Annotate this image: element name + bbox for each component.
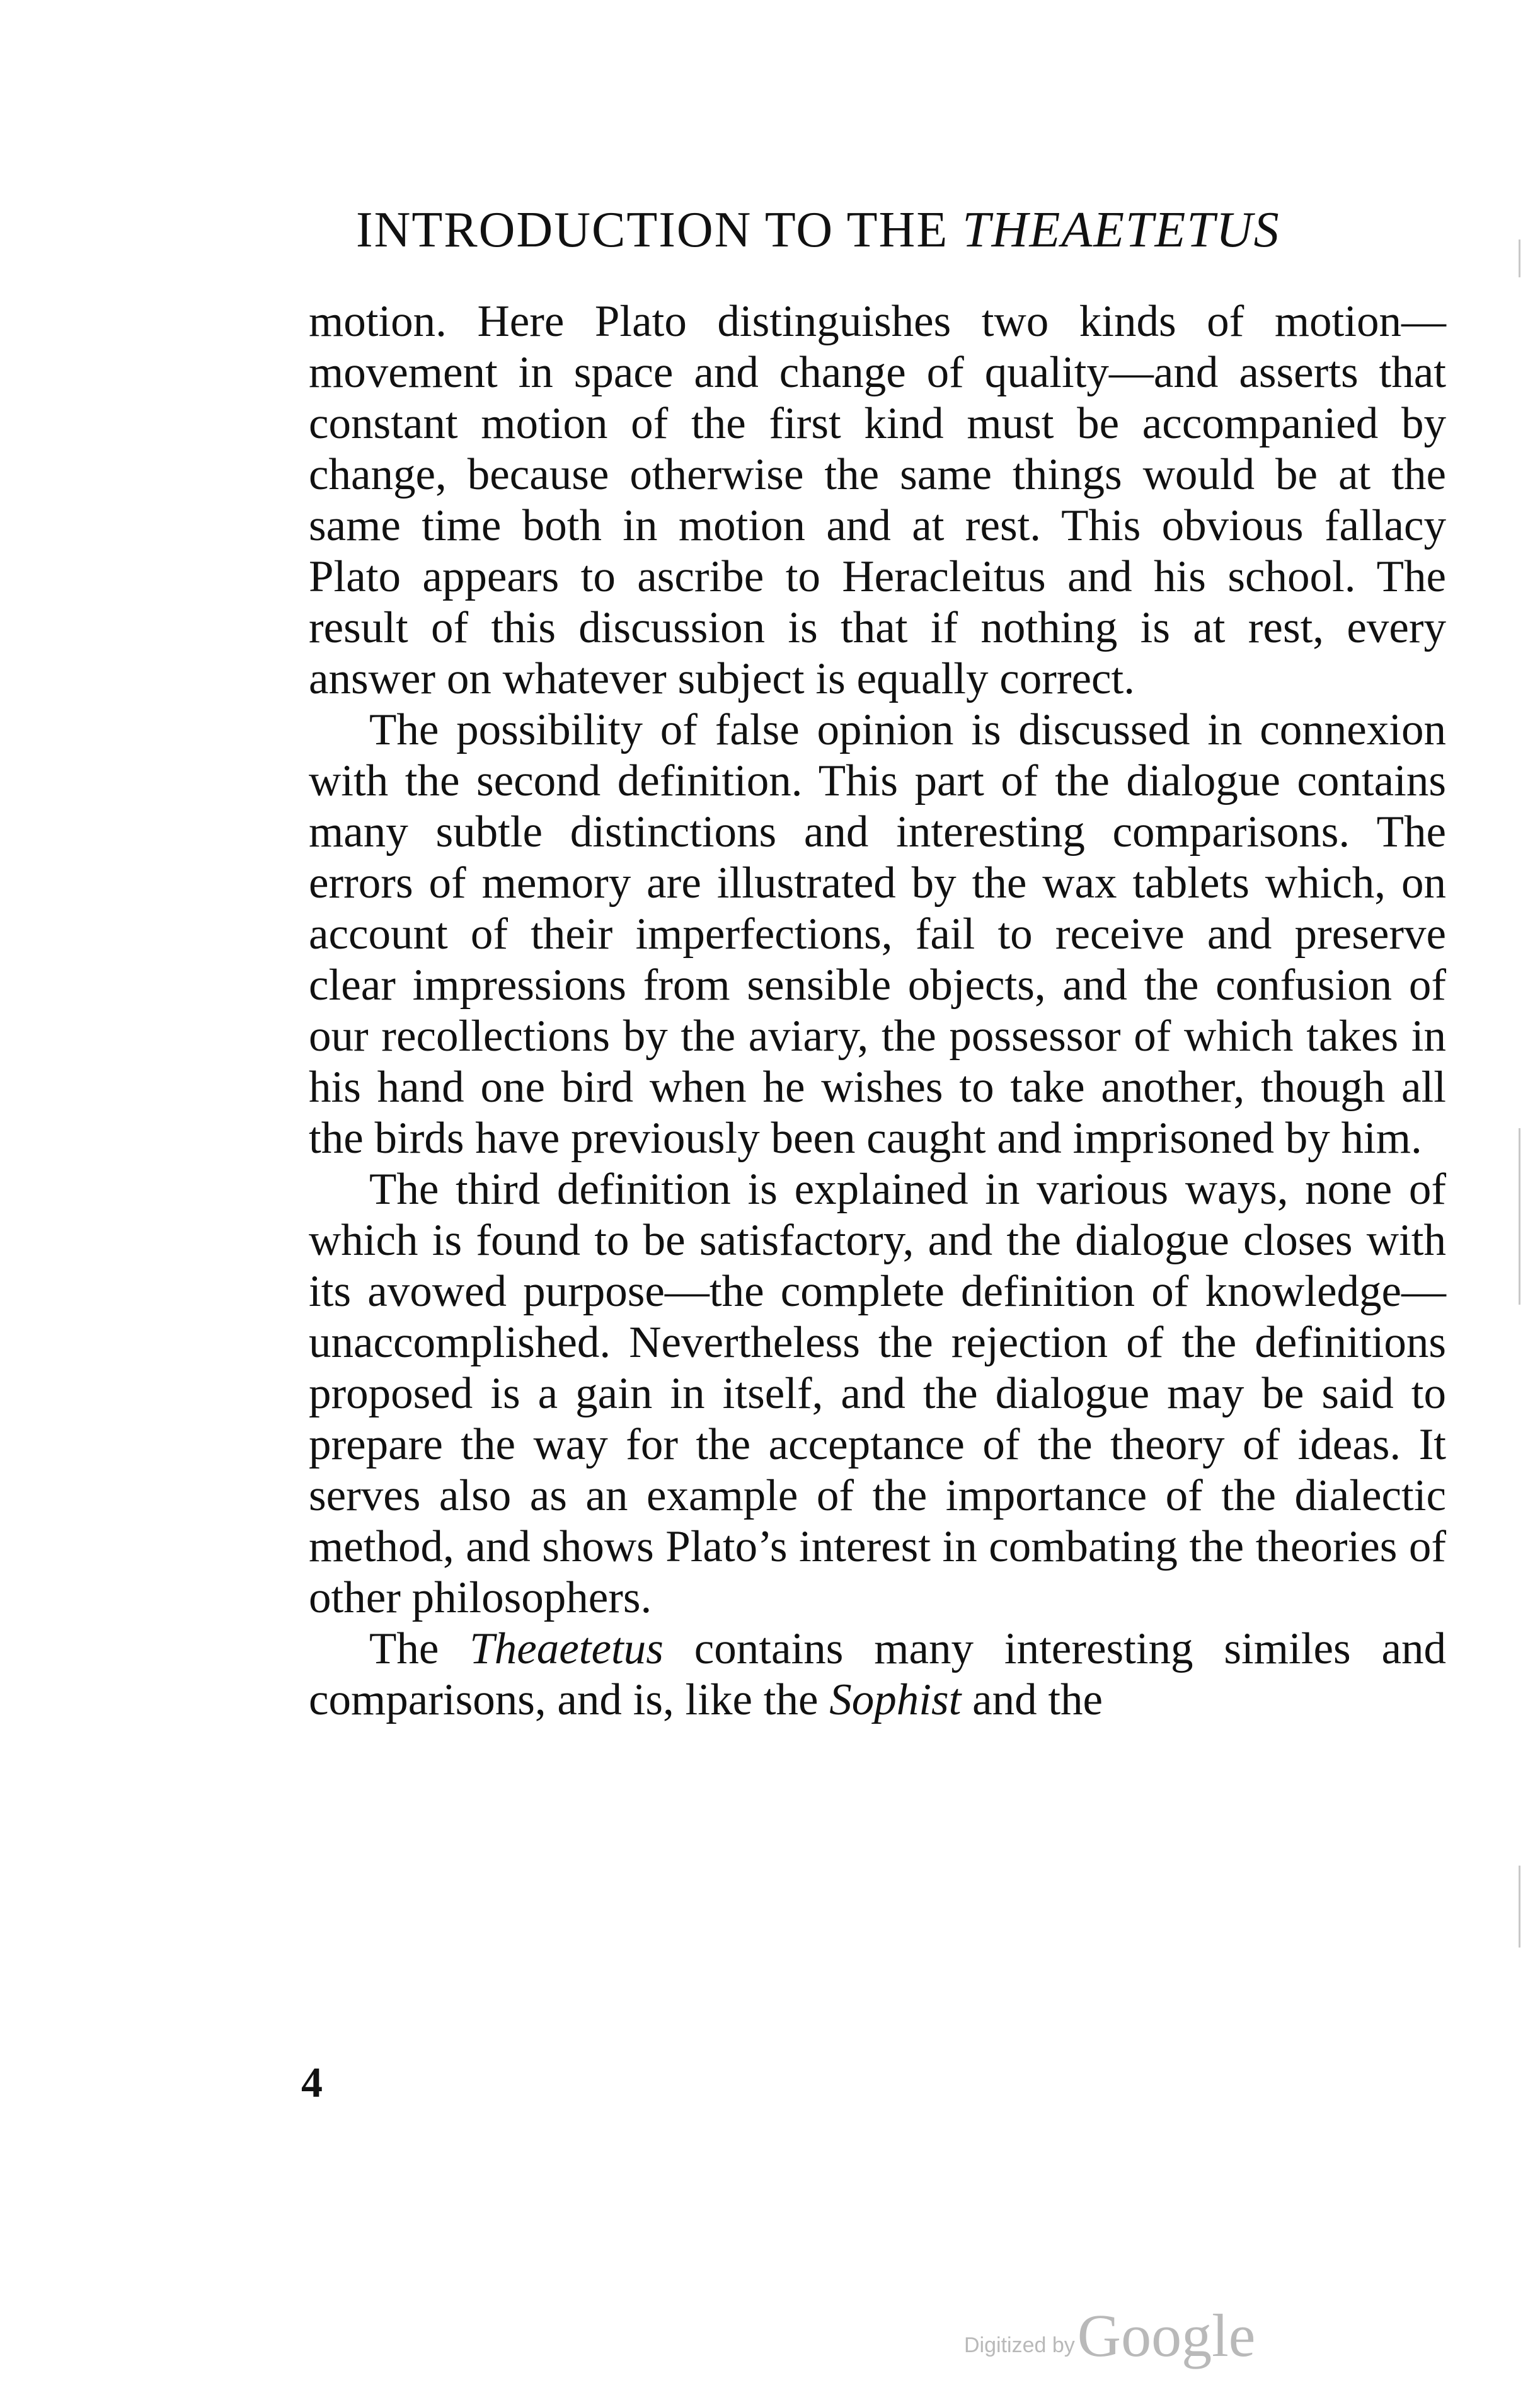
- header-title-italic: THEAETETUS: [962, 202, 1280, 258]
- margin-scan-mark: [1519, 1866, 1520, 1948]
- paragraph-4-text-b: contains many interesting similes and comparisons, and is, like the: [309, 1624, 1446, 1724]
- paragraph-2: The possibility of false opinion is discussed in connexion with the second definition. This part of the dialogue contains many subtle distinctions and interesting comparisons. The errors of memory are illustrated by the wax tablets which, on account of their imperfections, fail to receive and preserve clear impressions from sensible objects, and the confusion of our recollections by the aviary, the possessor of which takes in his hand one bird when he wishes to take another, though all the birds have previously been caught and imprisoned by him.: [309, 705, 1446, 1163]
- digitized-by-google-watermark: [964, 2300, 1255, 2370]
- margin-scan-mark: [1519, 1128, 1520, 1305]
- page-number: 4: [301, 2058, 323, 2106]
- paragraph-4-text-a: The: [369, 1624, 470, 1673]
- paragraph-3: The third definition is explained in various ways, none of which is found to be satisfactory, and the dialogue closes with its avowed purpose—the complete definition of knowledge—unaccomplished. Nevertheless the rejection of the definitions proposed is a gain in itself, and the dialogue may be said to prepare the way for the acceptance of the theory of ideas. It serves also as an example of the importance of the dialectic method, and shows Plato’s interest in combating the theories of other philosophers.: [309, 1165, 1446, 1622]
- header-title: INTRODUCTION TO THE: [356, 202, 963, 258]
- paragraph-4-italic-a: Theaetetus: [469, 1624, 664, 1673]
- margin-scan-mark: [1519, 240, 1520, 277]
- running-header: [356, 202, 1427, 259]
- paragraph-4-italic-b: Sophist: [829, 1675, 962, 1724]
- paragraph-4: [309, 1624, 1446, 1726]
- paragraph-1: motion. Here Plato distinguishes two kinds of motion—movement in space and change of quality—and asserts that constant motion of the first kind must be accompanied by change, because otherwise the same things would be at the same time both in motion and at rest. This obvious fallacy Plato appears to ascribe to Heracleitus and his school. The result of this discussion is that if nothing is at rest, every answer on whatever subject is equally correct.: [309, 297, 1446, 703]
- watermark-small-text: Digitized by: [964, 2333, 1075, 2357]
- google-logo: Google: [1077, 2302, 1256, 2369]
- paragraph-4-text-c: and the: [961, 1675, 1103, 1724]
- body-text: [309, 296, 1446, 1726]
